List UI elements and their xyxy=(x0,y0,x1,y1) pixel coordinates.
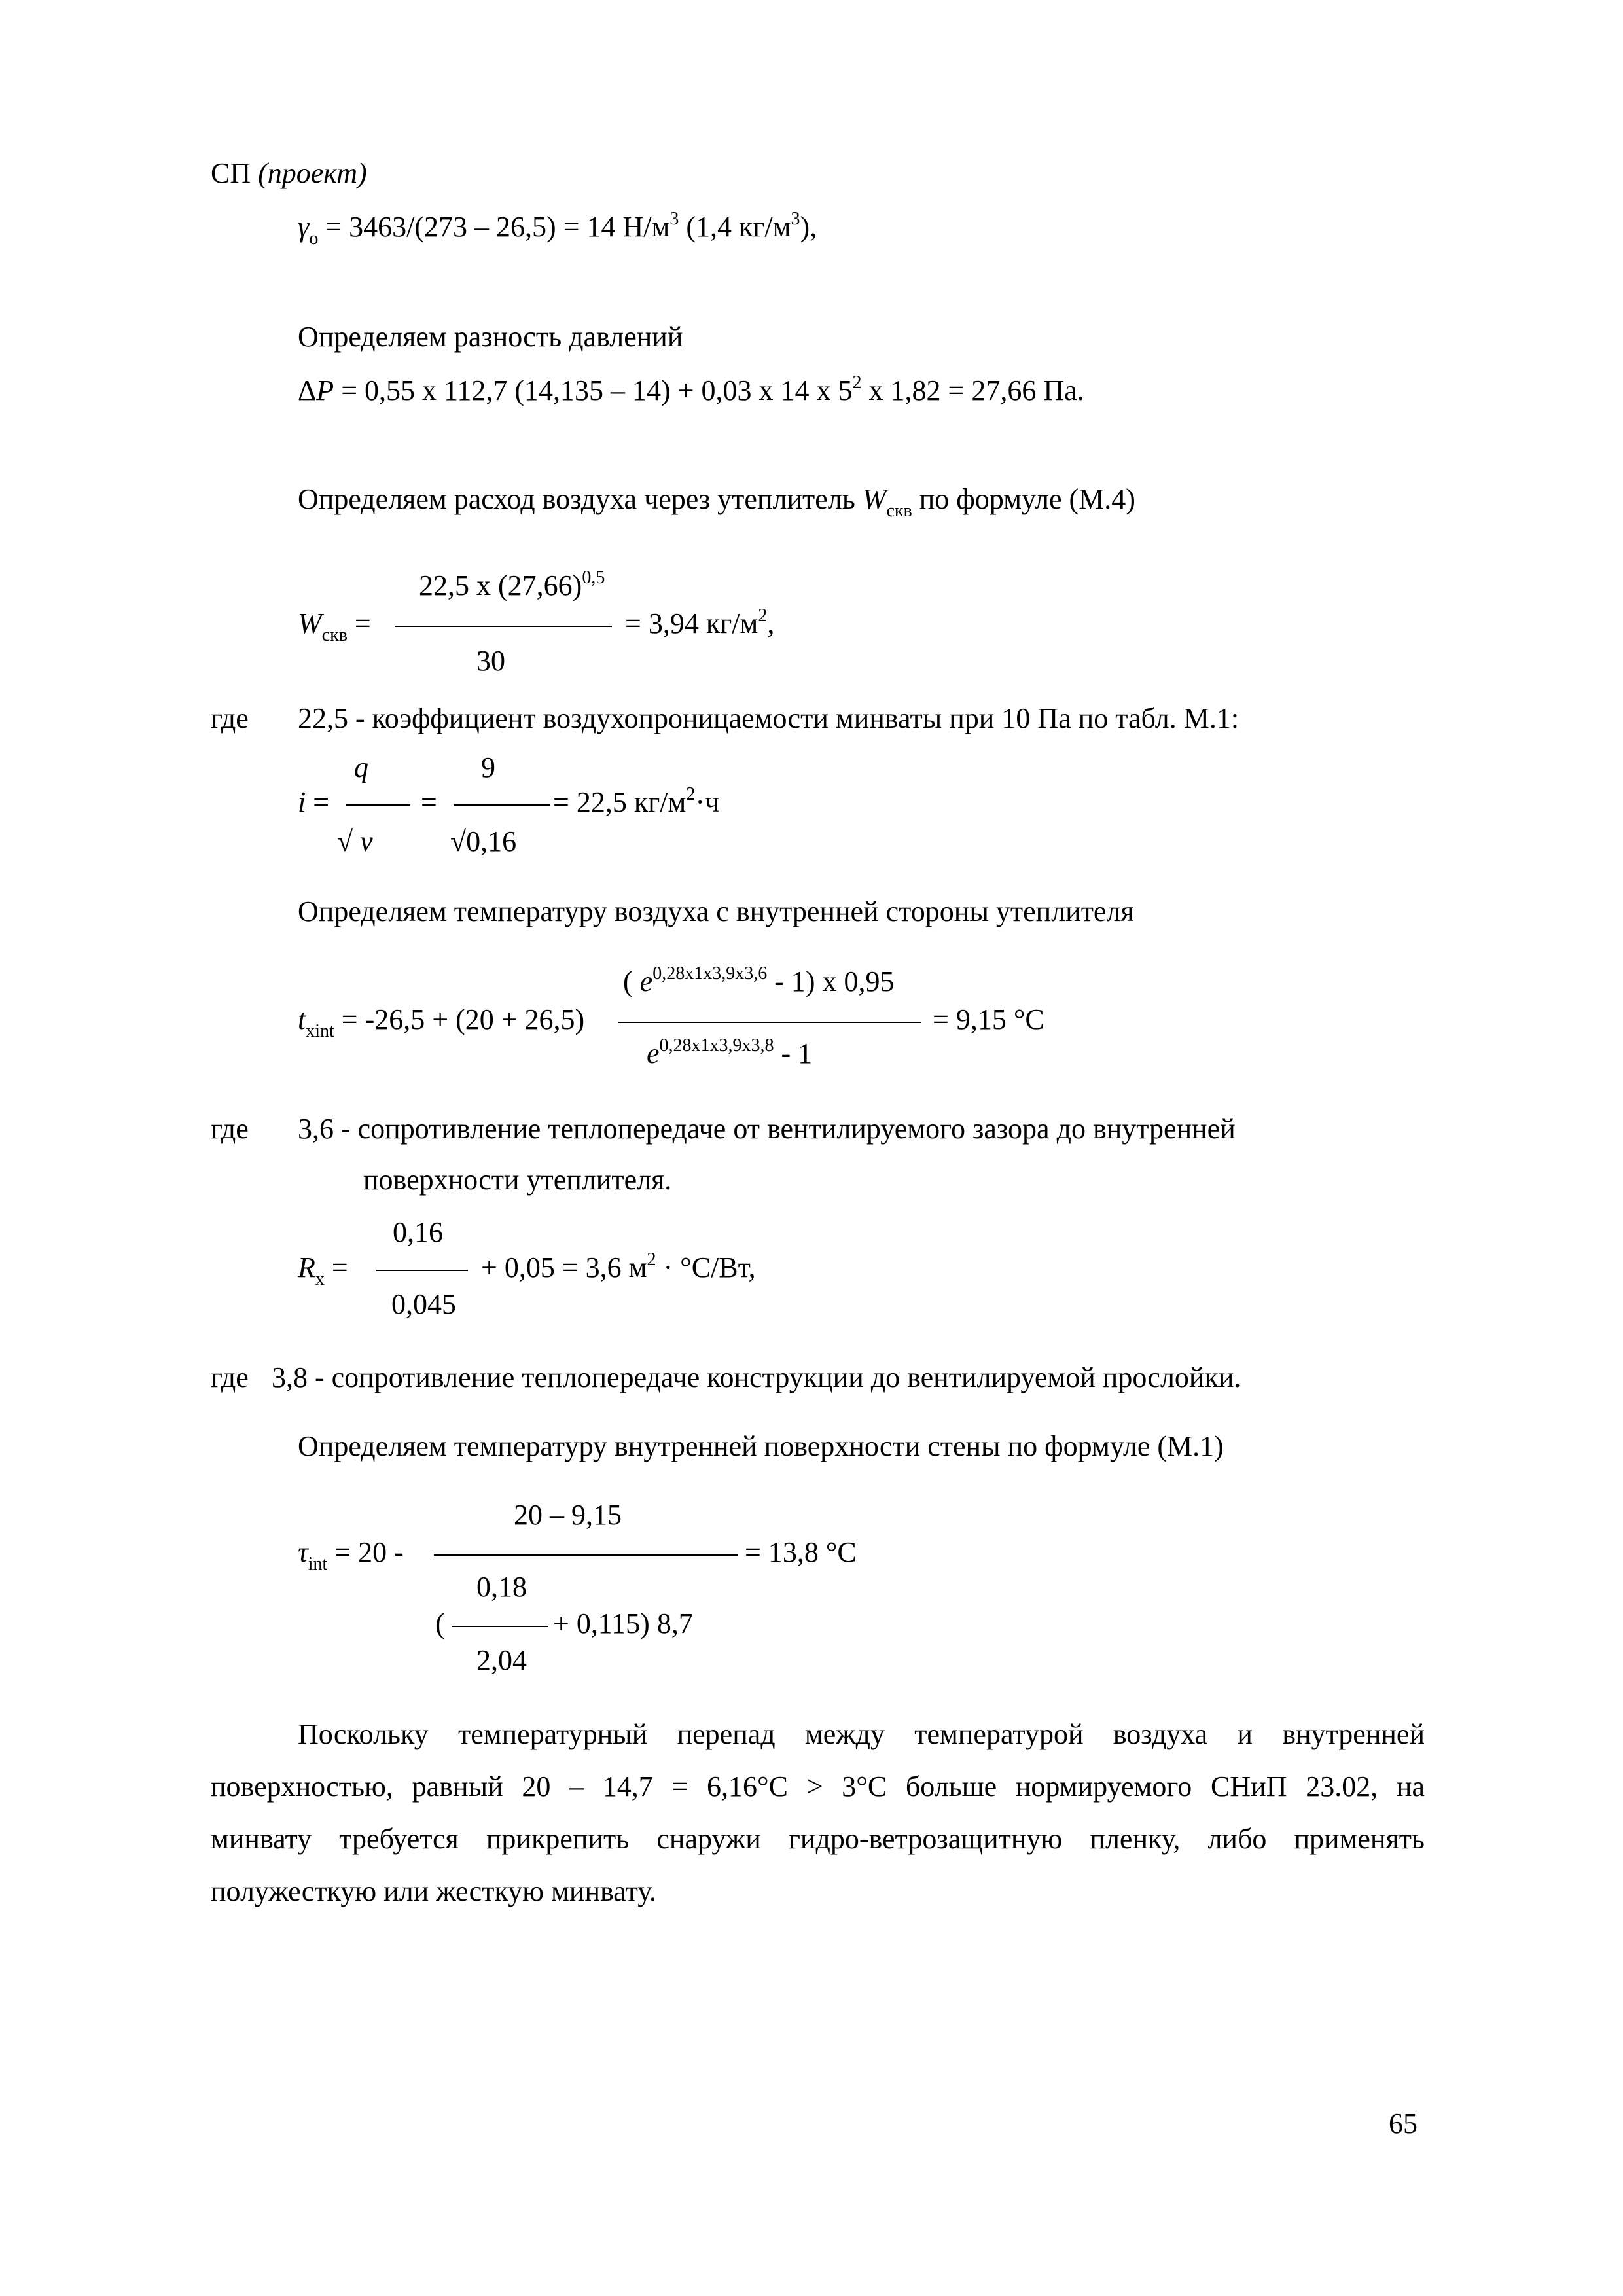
where1-den-2 xyxy=(450,825,516,859)
r-eq: = xyxy=(324,1251,348,1283)
temp-num-close: - 1) х 0,95 xyxy=(767,965,895,997)
temp-air-numerator xyxy=(623,965,895,999)
where1-result xyxy=(553,786,719,819)
p-symbol: P xyxy=(316,374,334,406)
where2-rhs-exp: 2 xyxy=(647,1249,656,1270)
where2-numerator: 0,16 xyxy=(393,1216,443,1248)
where2-lhs xyxy=(298,1251,348,1289)
where1-point16: 0,16 xyxy=(466,825,517,857)
t-symbol: t xyxy=(298,1003,306,1035)
w-symbol: W xyxy=(862,483,887,515)
pressure-exp: 2 xyxy=(852,372,862,393)
conclusion-line-2 xyxy=(211,1770,1425,1804)
pressure-formula xyxy=(298,374,1084,408)
airflow-result-end: , xyxy=(767,607,775,639)
t-subscript: xint xyxy=(306,1021,334,1041)
temp-den-close: - 1 xyxy=(774,1037,813,1069)
r-subscript: x xyxy=(315,1269,325,1289)
delta-symbol: Δ xyxy=(298,374,317,406)
surface-lhs-text: = 20 - xyxy=(327,1536,404,1568)
sqrt-icon-2: √ xyxy=(450,825,467,857)
temp-air-lhs xyxy=(298,1003,585,1041)
where1-nine: 9 xyxy=(481,751,495,783)
document-header xyxy=(211,157,367,190)
temp-lhs: = -26,5 + (20 + 26,5) xyxy=(334,1003,585,1035)
conclusion-line-2-text: поверхностью, равный 20 – 14,7 = 6,16°С > 3°С больше нормируемого СНиП 23.02, на xyxy=(211,1770,1425,1803)
where3-label: где xyxy=(211,1361,249,1393)
gamma-exp-2: 3 xyxy=(791,209,800,229)
surface-inner-numerator: 0,18 xyxy=(476,1571,527,1603)
airflow-result-exp: 2 xyxy=(758,605,768,626)
pressure-text-1: = 0,55 х 112,7 (14,135 – 14) + 0,03 х 14 х 5 xyxy=(334,374,853,406)
where1-eq2: = xyxy=(421,786,437,818)
temp-num-exp: 0,28x1x3,9x3,6 xyxy=(652,963,768,984)
where2-label: где xyxy=(211,1113,249,1145)
where1-label: где xyxy=(211,702,249,734)
surface-intro: Определяем температуру внутренней поверхности стены по формуле (М.1) xyxy=(298,1430,1224,1462)
r-symbol: R xyxy=(298,1251,315,1283)
temp-air-result: = 9,15 °С xyxy=(933,1003,1044,1035)
gamma-text-3: ), xyxy=(800,211,817,243)
where1-q: q xyxy=(354,751,368,783)
w-subscript-2: скв xyxy=(321,625,348,645)
gamma-text-2: (1,4 кг/м xyxy=(679,211,791,243)
e-symbol: e xyxy=(639,965,653,997)
where1-result-exp: 2 xyxy=(686,784,696,804)
surface-inner-bar xyxy=(452,1626,548,1627)
pressure-intro: Определяем разность давлений xyxy=(298,321,683,353)
where1-text: 22,5 - коэффициент воздухопроницаемости минваты при 10 Па по табл. М.1: xyxy=(298,702,1240,734)
pressure-text-2: х 1,82 = 27,66 Па. xyxy=(861,374,1084,406)
temp-air-intro: Определяем температуру воздуха с внутренней стороны утеплителя xyxy=(298,895,1134,927)
surface-fraction-bar xyxy=(434,1554,738,1556)
surface-result: = 13,8 °С xyxy=(745,1536,857,1568)
gamma-exp-1: 3 xyxy=(669,209,679,229)
airflow-intro-a: Определяем расход воздуха через утеплитель xyxy=(298,483,863,515)
airflow-denominator: 30 xyxy=(476,645,505,677)
where2-rhs xyxy=(481,1251,756,1285)
conclusion-line-1 xyxy=(298,1718,1425,1751)
gamma-subscript: o xyxy=(309,228,319,249)
airflow-lhs xyxy=(298,607,371,645)
e-symbol-2: e xyxy=(647,1037,660,1069)
airflow-eq: = xyxy=(347,607,371,639)
airflow-num-exp: 0,5 xyxy=(582,567,605,588)
where1-lhs xyxy=(298,786,329,819)
where1-bar-1 xyxy=(346,804,410,806)
i-eq: = xyxy=(313,786,330,818)
header-code: СП xyxy=(211,157,251,189)
where1-result-end: ·ч xyxy=(695,786,720,818)
w-symbol-2: W xyxy=(298,607,322,639)
temp-num-open: ( xyxy=(623,965,640,997)
airflow-numerator xyxy=(419,569,605,603)
airflow-fraction-bar xyxy=(395,626,612,627)
header-note: (проект) xyxy=(258,157,367,189)
sqrt-icon: √ xyxy=(337,825,353,857)
where2-text-2: поверхности утеплителя. xyxy=(363,1164,672,1196)
temp-air-denominator xyxy=(647,1037,812,1071)
gamma-symbol: γ xyxy=(298,211,310,243)
surface-inner-denominator: 2,04 xyxy=(476,1644,527,1676)
page-number: 65 xyxy=(1389,2108,1418,2140)
where2-rhs-text: + 0,05 = 3,6 м xyxy=(481,1251,647,1283)
i-symbol: i xyxy=(298,786,306,818)
surface-lhs xyxy=(298,1536,404,1574)
where1-den-1 xyxy=(337,825,373,859)
airflow-num-text: 22,5 х (27,66) xyxy=(419,569,582,601)
where2-denominator: 0,045 xyxy=(391,1288,456,1320)
airflow-result xyxy=(625,607,774,641)
temp-den-exp: 0,28x1x3,9x3,8 xyxy=(659,1035,774,1056)
gamma-text-1: = 3463/(273 – 26,5) = 14 Н/м xyxy=(325,211,670,243)
where2-fraction-bar xyxy=(376,1270,468,1271)
conclusion-line-1-text: Поскольку температурный перепад между температурой воздуха и внутренней xyxy=(298,1718,1425,1750)
conclusion-line-3 xyxy=(211,1823,1425,1856)
airflow-result-text: = 3,94 кг/м xyxy=(625,607,758,639)
w-subscript: скв xyxy=(886,501,912,521)
surface-numerator: 20 – 9,15 xyxy=(514,1499,622,1531)
where3-text: 3,8 - сопротивление теплопередаче конструкции до вентилируемой прослойки. xyxy=(272,1361,1241,1393)
tau-subscript: int xyxy=(308,1554,328,1574)
where2-text-1: 3,6 - сопротивление теплопередаче от вентилируемого зазора до внутренней xyxy=(298,1113,1236,1145)
airflow-intro-b: по формуле (М.4) xyxy=(912,483,1135,515)
conclusion-line-3-text: минвату требуется прикрепить снаружи гидро-ветрозащитную пленку, либо применять xyxy=(211,1823,1425,1855)
where1-bar-2 xyxy=(454,804,550,806)
conclusion-line-4: полужесткую или жесткую минвату. xyxy=(211,1875,656,1907)
temp-air-fraction-bar xyxy=(618,1022,921,1023)
airflow-intro xyxy=(298,483,1135,521)
nu-symbol: ν xyxy=(360,825,373,857)
gamma-formula xyxy=(298,209,817,249)
where2-rhs-end: · °С/Вт, xyxy=(656,1251,756,1283)
surface-inner-open: ( xyxy=(435,1607,445,1640)
tau-symbol: τ xyxy=(298,1536,308,1568)
where1-result-text: = 22,5 кг/м xyxy=(553,786,687,818)
surface-inner-rest: + 0,115) 8,7 xyxy=(553,1607,693,1640)
